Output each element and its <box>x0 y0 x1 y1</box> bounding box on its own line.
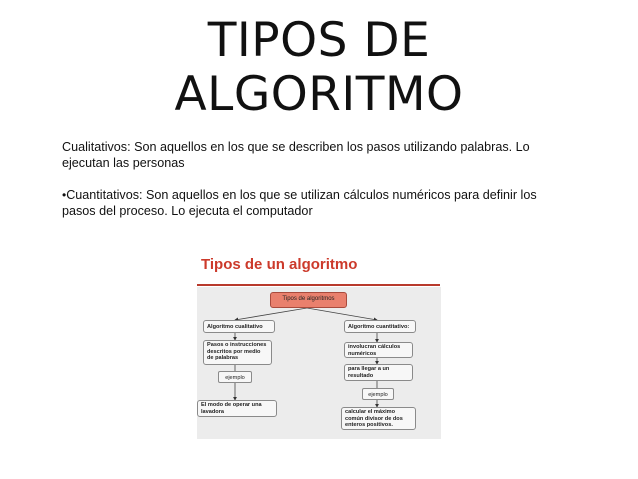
quantitative-example-node: calcular el máximo común divisor de dos enteros positivos. <box>341 407 416 430</box>
quantitative-text: Cuantitativos: Son aquellos en los que se utilizan cálculos numéricos para definir los pasos del proceso. Lo ejecuta el computador <box>62 188 537 218</box>
title-line-2: ALGORITMO <box>174 67 464 122</box>
example-left-node: ejemplo <box>218 371 252 383</box>
quantitative-definition <box>62 187 562 219</box>
connector-root-qual <box>235 308 307 320</box>
example-right-node: ejemplo <box>362 388 394 400</box>
bullet-icon: • <box>62 188 67 202</box>
quantitative-goal-node: para llegar a un resultado <box>344 364 413 381</box>
quantitative-node: Algoritmo cuantitativo: <box>344 320 416 333</box>
root-node: Tipos de algoritmos <box>270 292 347 308</box>
qualitative-description-node: Pasos o instrucciones descritos por medio de palabras <box>203 340 272 365</box>
slide-title <box>0 14 638 122</box>
qualitative-example-node: El modo de operar una lavadora <box>197 400 277 417</box>
algorithm-types-diagram <box>197 254 441 439</box>
slide-body <box>62 139 562 219</box>
quantitative-description-node: involucran cálculos numéricos <box>344 342 413 358</box>
qualitative-node: Algoritmo cualitativo <box>203 320 275 333</box>
connector-root-quant <box>307 308 377 320</box>
diagram-title: Tipos de un algoritmo <box>201 256 358 273</box>
qualitative-definition: Cualitativos: Son aquellos en los que se describen los pasos utilizando palabras. Lo ejecutan las personas <box>62 140 530 170</box>
title-line-1: TIPOS DE <box>207 13 431 68</box>
